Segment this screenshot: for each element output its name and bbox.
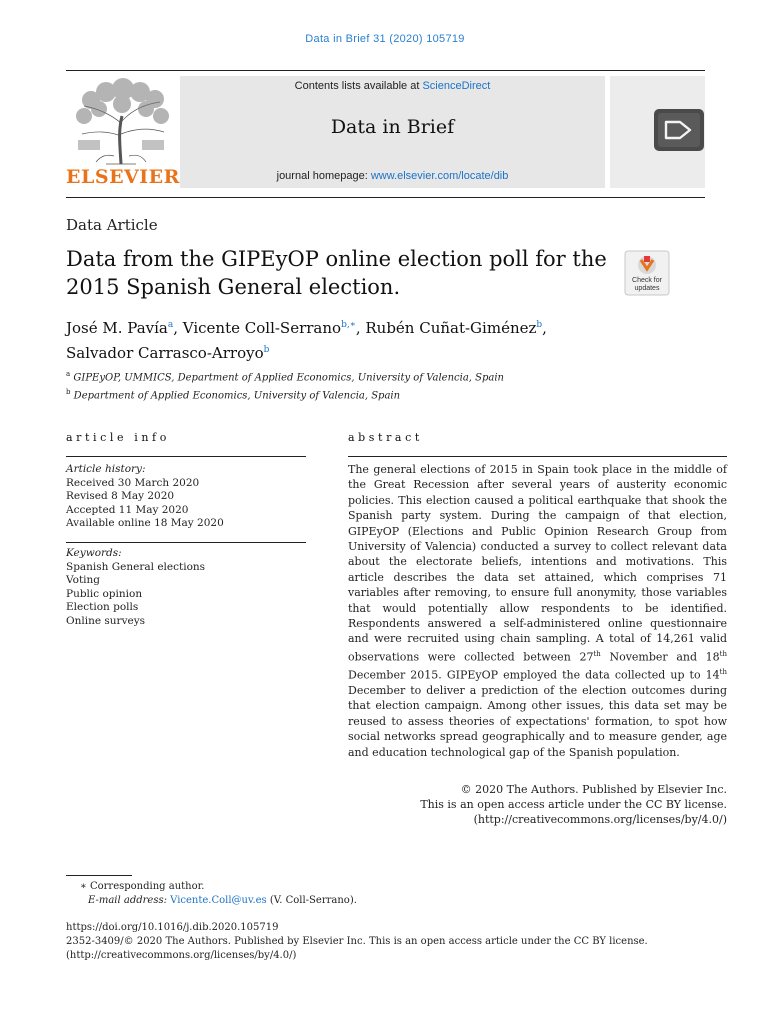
check-for-updates-badge[interactable] xyxy=(624,250,670,296)
journal-cover-icon[interactable] xyxy=(654,109,704,151)
article-history xyxy=(66,463,224,531)
article-title: Data from the GIPEyOP online election poll for the 2015 Spanish General election. xyxy=(66,247,607,299)
author-list: José M. Pavía$^a$, Vicente Coll-Serrano$^{b,∗}$, Rubén Cuñat-Giménez$^b$, Salvador Carrasco-Arroyo$^b$ xyxy=(66,319,547,362)
history-revised: Revised 8 May 2020 xyxy=(66,490,175,503)
keyword-item: Election polls xyxy=(66,601,139,614)
issn-line: 2352-3409/© 2020 The Authors. Published by Elsevier Inc. This is an open access article under the CC BY license. xyxy=(66,936,648,947)
author-3[interactable]: Rubén Cuñat-Giménez$^b$ xyxy=(365,319,543,337)
footer-license-link[interactable]: (http://creativecommons.org/licenses/by/4.0/) xyxy=(66,950,297,961)
article-info-rule xyxy=(66,456,306,457)
article-type: Data Article xyxy=(66,216,158,234)
crossmark-label-line1: Check for xyxy=(632,277,662,284)
affiliations xyxy=(66,367,706,404)
keywords xyxy=(66,547,205,629)
homepage-prefix: journal homepage: xyxy=(276,170,371,182)
email-link[interactable]: Vicente.Coll@uv.es xyxy=(170,895,267,906)
affiliation-b: $^b$ Department of Applied Economics, University of Valencia, Spain xyxy=(66,388,401,402)
author-1[interactable]: José M. Pavía$^a$ xyxy=(66,319,174,337)
keyword-item: Voting xyxy=(66,574,101,587)
history-label: Article history: xyxy=(66,463,146,475)
journal-homepage-link[interactable]: www.elsevier.com/locate/dib xyxy=(370,170,509,182)
sciencedirect-link[interactable]: ScienceDirect xyxy=(422,80,491,92)
journal-citation[interactable]: Data in Brief 31 (2020) 105719 xyxy=(305,33,465,45)
author-2[interactable]: Vicente Coll-Serrano$^{b,∗}$ xyxy=(182,319,356,337)
journal-homepage-line xyxy=(180,170,605,182)
abstract-license-link[interactable]: (http://creativecommons.org/licenses/by/4.0/) xyxy=(473,813,727,826)
affiliation-a: $^a$ GIPEyOP, UMMICS, Department of Applied Economics, University of Valencia, Spain xyxy=(66,370,504,384)
keyword-item: Spanish General elections xyxy=(66,560,206,573)
email-line: E-mail address: Vicente.Coll@uv.es (V. Coll-Serrano). xyxy=(88,895,357,906)
publisher-name: ELSEVIER xyxy=(66,166,180,188)
keywords-rule xyxy=(66,542,306,543)
header-bottom-rule xyxy=(66,197,705,198)
article-info-heading: article info xyxy=(66,431,170,444)
keywords-label: Keywords: xyxy=(66,547,122,559)
abstract-license-line: This is an open access article under the CC BY license. xyxy=(420,798,727,811)
footnote-rule xyxy=(66,875,132,876)
abstract-copyright: © 2020 The Authors. Published by Elsevier Inc. xyxy=(460,783,727,796)
contents-prefix: Contents lists available at xyxy=(294,80,423,92)
header-top-rule xyxy=(66,70,705,71)
keyword-item: Public opinion xyxy=(66,587,143,600)
abstract-body: The general elections of 2015 in Spain took place in the middle of the Great Recession after several years of austerity economic policies. This election caused a political earthquake that shook the Spanish party system. During the campaign of that election, GIPEyOP (Elections and Public Opinion Research Group from University of Valencia) conducted a survey to collect relevant data about the electorate beliefs, intentions and motivations. This article describes the data set attained, which comprises 71 variables after removing, to ensure full anonymity, those variables that would potentially allow respondents to be identified. Respondents answered a self-administered online questionnaire and were recruited using chain sampling. A total of 14,261 valid observations were collected between 27th November and 18th December 2015. GIPEyOP employed the data collected up to 14th December to deliver a prediction of the election outcomes during that election campaign. Among other issues, this data set may be reused to assess theories of expectations' formation, to spot how social networks spread geographically and to measure gender, age and education technological gap of the Spanish population. xyxy=(348,463,727,759)
history-received: Received 30 March 2020 xyxy=(66,476,200,489)
abstract-rule xyxy=(348,456,727,457)
history-accepted: Accepted 11 May 2020 xyxy=(66,503,189,516)
doi-link[interactable]: https://doi.org/10.1016/j.dib.2020.105719 xyxy=(66,922,279,933)
history-online: Available online 18 May 2020 xyxy=(66,517,224,530)
journal-name: Data in Brief xyxy=(330,116,455,138)
corresponding-author-note: ∗ Corresponding author. xyxy=(80,881,205,892)
crossmark-label-line2: updates xyxy=(634,285,660,292)
author-4[interactable]: Salvador Carrasco-Arroyo$^b$ xyxy=(66,344,270,362)
abstract-heading: abstract xyxy=(348,431,423,444)
contents-available-line xyxy=(180,80,605,92)
crossmark-label xyxy=(624,277,670,293)
keyword-item: Online surveys xyxy=(66,614,146,627)
